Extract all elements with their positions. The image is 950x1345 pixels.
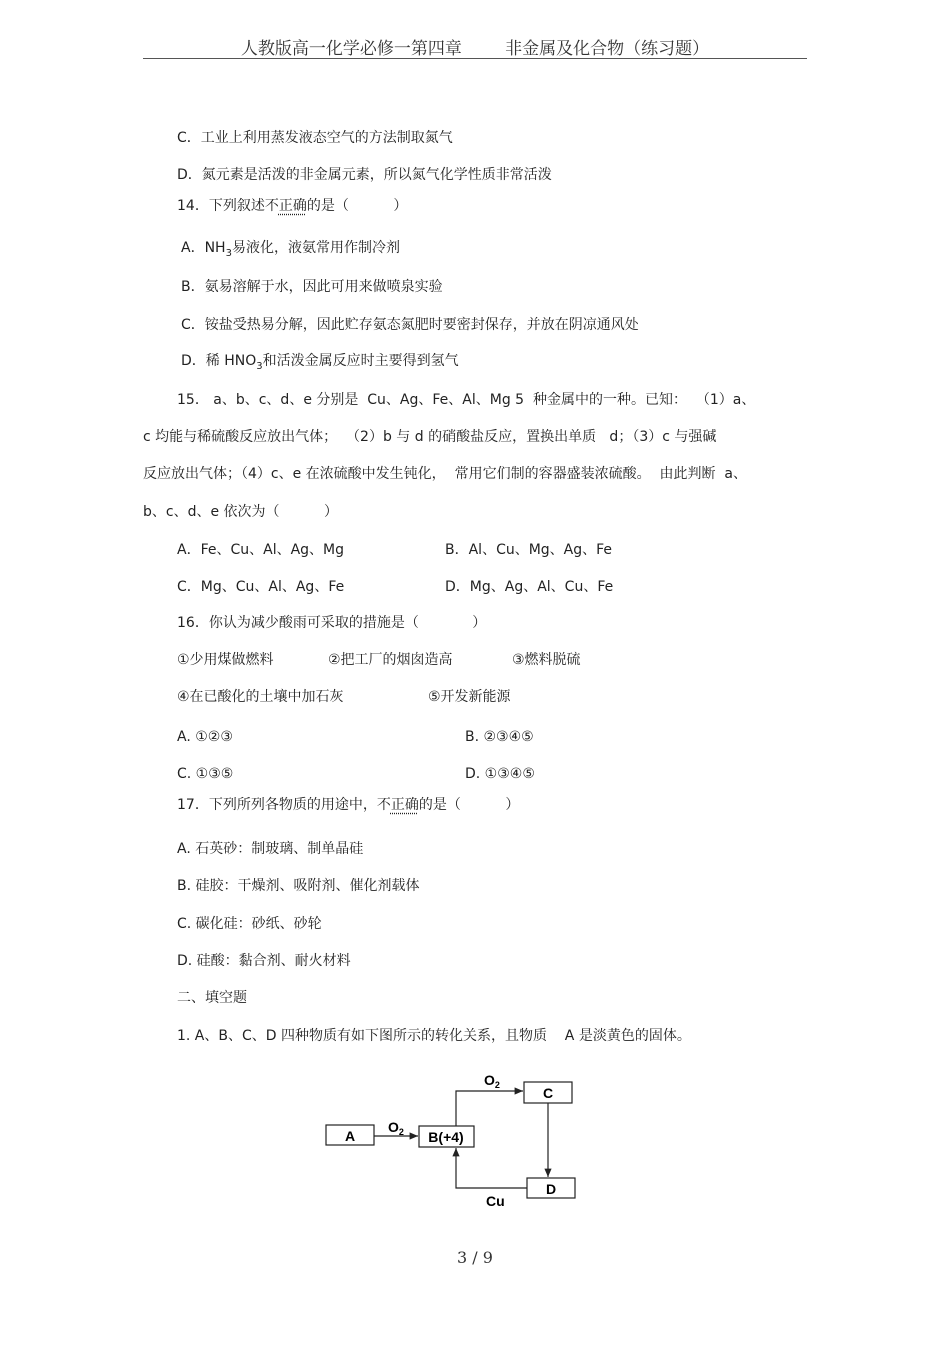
arrow-b-to-c [456,1091,523,1126]
box-a-label: A [344,1128,356,1144]
q16-stem: 16．你认为减少酸雨可采取的措施是（ ） [177,615,487,631]
q15-option-b: B．Al、Cu、Mg、Ag、Fe [445,542,613,558]
page-number: 3 / 9 [457,1248,493,1267]
q15-line-2: c 均能与稀硫酸反应放出气体； （2）b 与 d 的硝酸盐反应，置换出单质 d；（3）c 与强碱 [143,429,717,445]
q17-stem-emphasis: 正确 [390,797,419,813]
q14-stem-post: 的是（ ） [306,198,408,214]
q16-measure-3: ③燃料脱硫 [512,652,581,668]
arrow-d-to-b [456,1148,527,1188]
q14-d-pre: D．稀 HNO [181,353,257,369]
q15-option-c: C．Mg、Cu、Al、Ag、Fe [177,579,345,595]
q14-option-c: C．铵盐受热易分解，因此贮存氨态氮肥时要密封保存，并放在阴凉通风处 [181,317,639,333]
cu-label: Cu [486,1193,505,1209]
q14-stem-emphasis: 正确 [278,198,307,214]
q17-stem-pre: 17．下列所列各物质的用途中，不 [177,797,391,813]
q16-measure-1: ①少用煤做燃料 [177,652,274,668]
q15-line-3: 反应放出气体；（4）c、e 在浓硫酸中发生钝化， 常用它们制的容器盛装浓硫酸。 由此判断 a、 [143,466,747,482]
q16-option-c: C. ①③⑤ [177,766,234,782]
q16-option-a: A. ①②③ [177,729,233,745]
q14-a-pre: A．NH [181,240,226,256]
q17-option-a: A. 石英砂：制玻璃、制单晶硅 [177,841,364,857]
q14-d-sub: 3 [256,360,263,372]
o2-label-2: $O_2$ [484,1072,500,1090]
q16-option-d: D. ①③④⑤ [465,766,535,782]
q16-option-b: B. ②③④⑤ [465,729,534,745]
section-title: 二、填空题 [177,990,247,1006]
o2-label-1: $O_2$ [388,1119,404,1137]
q15-option-d: D．Mg、Ag、Al、Cu、Fe [445,579,614,595]
q16-measure-2: ②把工厂的烟囱造高 [328,652,453,668]
q14-stem-pre: 14．下列叙述不 [177,198,279,214]
q14-option-b: B．氨易溶解于水，因此可用来做喷泉实验 [181,279,443,295]
fill-question-1: 1. A、B、C、D 四种物质有如下图所示的转化关系，且物质 A 是淡黄色的固体。 [177,1028,691,1044]
header-subtitle: 非金属及化合物（练习题） [505,39,710,59]
q14-a-sub: 3 [225,247,232,259]
q14-d-post: 和活泼金属反应时主要得到氢气 [262,353,459,369]
q15-option-a: A．Fe、Cu、Al、Ag、Mg [177,542,345,558]
box-c-label: C [542,1085,554,1101]
q14-a-post: 易液化，液氨常用作制冷剂 [231,240,400,256]
q16-measure-4: ④在已酸化的土壤中加石灰 [177,689,344,705]
q17-option-d: D. 硅酸：黏合剂、耐火材料 [177,953,351,969]
q15-line-1: 15． a、b、c、d、e 分别是 Cu、Ag、Fe、Al、Mg 5 种金属中的一种。已知： （1）a、 [177,392,756,408]
header-title: 人教版高一化学必修一第四章 [240,39,462,59]
q13-option-c: C．工业上利用蒸发液态空气的方法制取氮气 [177,130,453,146]
box-d-label: D [545,1181,557,1197]
q17-option-b: B. 硅胶：干燥剂、吸附剂、催化剂载体 [177,878,420,894]
q15-line-4: b、c、d、e 依次为（ ） [143,504,339,520]
q17-stem-post: 的是（ ） [418,797,520,813]
box-b-label: B(+4) [428,1129,464,1145]
q16-measure-5: ⑤开发新能源 [428,689,511,705]
q13-option-d: D．氮元素是活泼的非金属元素，所以氮气化学性质非常活泼 [177,167,552,183]
q17-option-c: C. 碳化硅：砂纸、砂轮 [177,916,322,932]
